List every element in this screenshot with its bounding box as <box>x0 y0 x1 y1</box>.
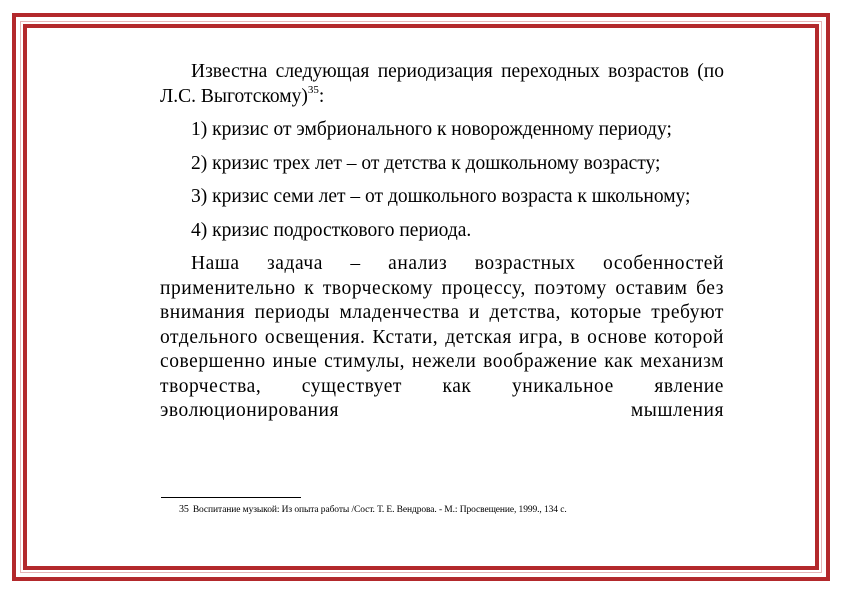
footnote-number: 35 <box>179 504 189 515</box>
document-body <box>160 60 724 433</box>
footnote <box>179 504 739 515</box>
footnote-text: Воспитание музыкой: Из опыта работы /Сост. Т. Е. Вендрова. - М.: Просвещение, 1999., 134 с. <box>192 505 567 515</box>
paragraph-task: Наша задача – анализ возрастных особенностей применительно к творческому процессу, поэтому оставим без внимания периоды младенчества и детства, которые требуют отдельного освещения. Кстати, детская игра, в основе которой совершенно иные стимулы, нежели воображение как механизм творчества, существует как уникальное явление эволюционирования мышления <box>160 253 724 421</box>
list-item-crisis-3: 3) кризис семи лет – от дошкольного возраста к школьному; <box>191 186 691 207</box>
footnote-reference: 35 <box>307 84 319 96</box>
paragraph-intro-suffix: : <box>318 85 325 107</box>
paragraph-intro <box>160 60 724 109</box>
paragraph-intro-text: Известна следующая периодизация переходных возрастов (по Л.С. Выготскому) <box>160 61 724 107</box>
list-item-crisis-4: 4) кризис подросткового периода. <box>191 219 472 241</box>
list-item-crisis-1: 1) кризис от эмбрионального к новорожденному периоду; <box>191 119 672 140</box>
footnote-separator <box>161 497 301 498</box>
list-item-crisis-2: 2) кризис трех лет – от детства к дошкольному возрасту; <box>191 152 661 174</box>
